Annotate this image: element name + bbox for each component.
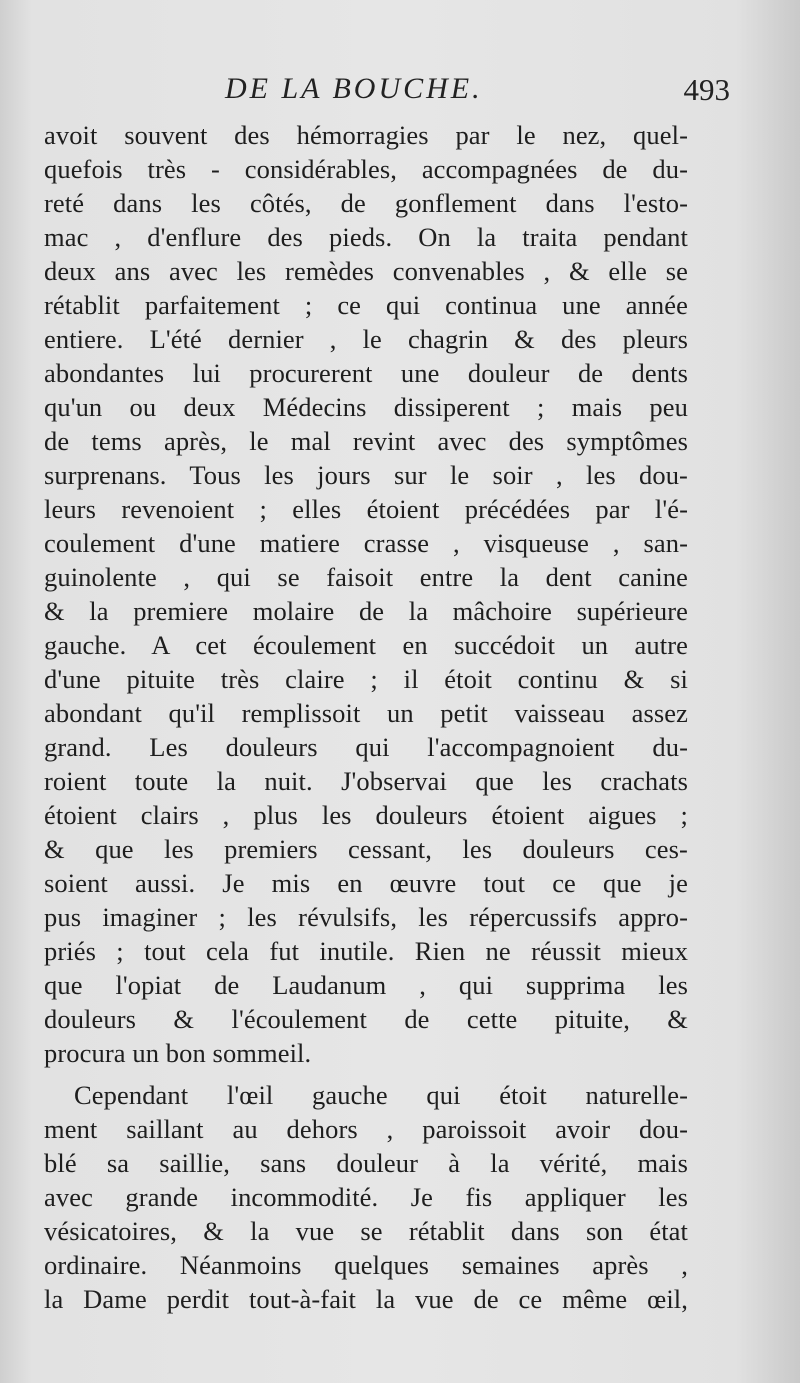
text-line: que l'opiat de Laudanum , qui supprima les <box>44 970 688 1000</box>
text-line: & que les premiers cessant, les douleurs ces- <box>44 834 688 864</box>
text-line: de tems après, le mal revint avec des symptômes <box>44 426 688 456</box>
text-line: quefois très - considérables, accompagnées de du- <box>44 154 688 184</box>
running-title: DE LA BOUCHE. <box>225 72 483 105</box>
text-line: guinolente , qui se faisoit entre la dent canine <box>44 562 688 592</box>
text-line: pus imaginer ; les révulsifs, les répercussifs appro- <box>44 902 688 932</box>
running-head <box>40 72 730 112</box>
text-line: & la premiere molaire de la mâchoire supérieure <box>44 596 688 626</box>
text-line: surprenans. Tous les jours sur le soir , les dou- <box>44 460 688 490</box>
text-line: qu'un ou deux Médecins dissiperent ; mais peu <box>44 392 688 422</box>
text-line: d'une pituite très claire ; il étoit continu & si <box>44 664 688 694</box>
text-line: ment saillant au dehors , paroissoit avoir dou- <box>44 1114 688 1144</box>
text-line: vésicatoires, & la vue se rétablit dans son état <box>44 1216 688 1246</box>
text-line: abondantes lui procurerent une douleur de dents <box>44 358 688 388</box>
paragraph-1 <box>44 118 688 1070</box>
text-line: la Dame perdit tout-à-fait la vue de ce même œil, <box>44 1284 688 1314</box>
page-number: 493 <box>683 72 730 107</box>
text-line: gauche. A cet écoulement en succédoit un autre <box>44 630 688 660</box>
paragraph-2 <box>44 1078 688 1316</box>
text-line: douleurs & l'écoulement de cette pituite, & <box>44 1004 688 1034</box>
text-line: avec grande incommodité. Je fis appliquer les <box>44 1182 688 1212</box>
text-line: ordinaire. Néanmoins quelques semaines après , <box>44 1250 688 1280</box>
text-line: blé sa saillie, sans douleur à la vérité, mais <box>44 1148 688 1178</box>
body-text <box>44 118 688 1316</box>
text-line: deux ans avec les remèdes convenables , & elle se <box>44 256 688 286</box>
text-line: étoient clairs , plus les douleurs étoient aigues ; <box>44 800 688 830</box>
text-line: mac , d'enflure des pieds. On la traita pendant <box>44 222 688 252</box>
text-line: roient toute la nuit. J'observai que les crachats <box>44 766 688 796</box>
text-line: grand. Les douleurs qui l'accompagnoient du- <box>44 732 688 762</box>
text-line: Cependant l'œil gauche qui étoit naturelle- <box>74 1080 688 1110</box>
text-line: procura un bon sommeil. <box>44 1038 312 1068</box>
text-line: coulement d'une matiere crasse , visqueuse , san- <box>44 528 688 558</box>
text-line: avoit souvent des hémorragies par le nez, quel- <box>44 120 688 150</box>
text-line: soient aussi. Je mis en œuvre tout ce que je <box>44 868 688 898</box>
text-line: reté dans les côtés, de gonflement dans l'esto- <box>44 188 688 218</box>
text-line: abondant qu'il remplissoit un petit vaisseau assez <box>44 698 688 728</box>
paragraph-gap <box>44 1070 688 1078</box>
text-line: priés ; tout cela fut inutile. Rien ne réussit mieux <box>44 936 688 966</box>
text-line: leurs revenoient ; elles étoient précédées par l'é- <box>44 494 688 524</box>
text-line: rétablit parfaitement ; ce qui continua une année <box>44 290 688 320</box>
text-line: entiere. L'été dernier , le chagrin & des pleurs <box>44 324 688 354</box>
